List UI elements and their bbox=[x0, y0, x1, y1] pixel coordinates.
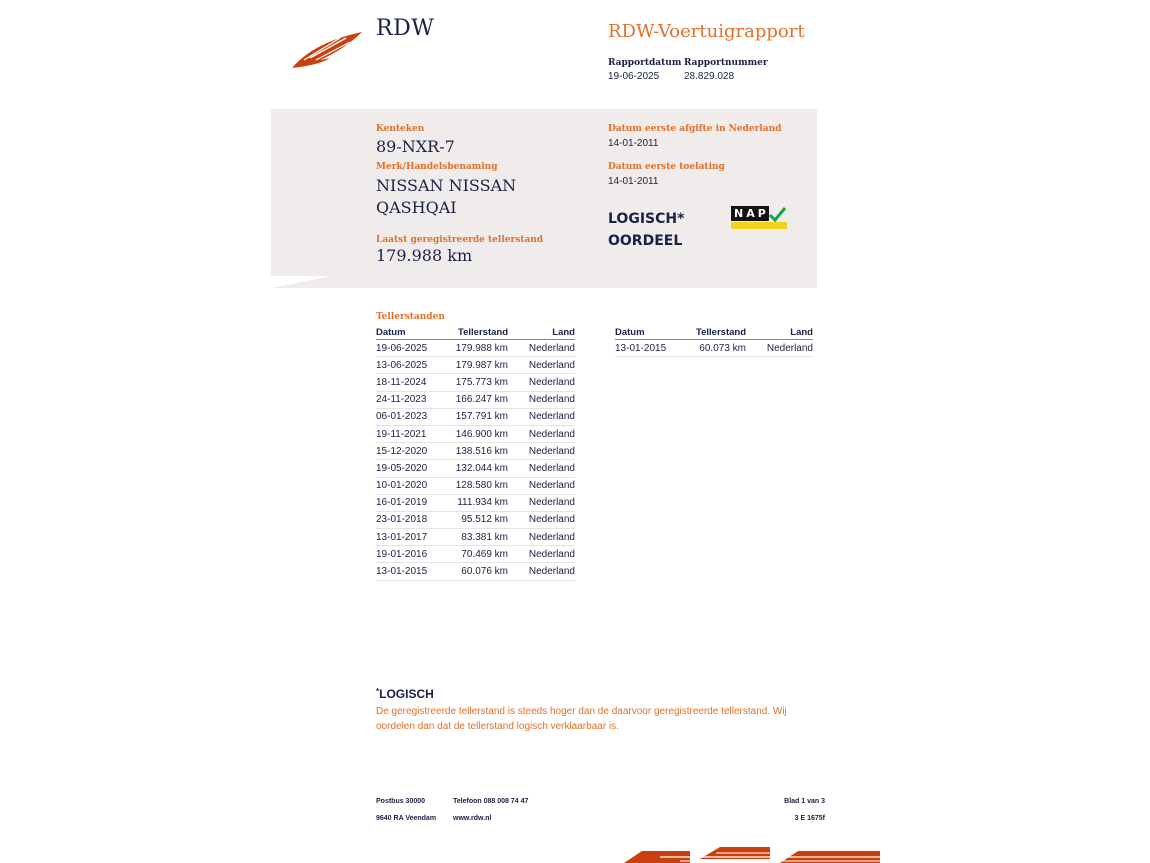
verdict-line-2: OORDEEL bbox=[608, 233, 683, 249]
first-admission-label: Datum eerste toelating bbox=[608, 162, 725, 172]
reading-date: 13-01-2015 bbox=[615, 340, 695, 357]
readings-table-right bbox=[615, 326, 813, 357]
plate-value: 89-NXR-7 bbox=[376, 137, 455, 156]
table-row bbox=[376, 391, 575, 408]
vehicle-panel bbox=[271, 109, 817, 288]
reading-odometer: 146.900 km bbox=[448, 425, 508, 442]
reading-odometer: 175.773 km bbox=[448, 374, 508, 391]
first-nl-label: Datum eerste afgifte in Nederland bbox=[608, 124, 782, 134]
reading-odometer: 83.381 km bbox=[448, 529, 508, 546]
reading-country: Nederland bbox=[508, 494, 575, 511]
reading-country: Nederland bbox=[508, 477, 575, 494]
note-title bbox=[376, 687, 434, 701]
reading-country: Nederland bbox=[508, 374, 575, 391]
reading-country: Nederland bbox=[508, 340, 575, 357]
table-header bbox=[615, 326, 813, 340]
footer-web: www.rdw.nl bbox=[453, 815, 492, 822]
col-country: Land bbox=[508, 326, 575, 340]
reading-date: 23-01-2018 bbox=[376, 511, 448, 528]
reading-odometer: 132.044 km bbox=[448, 460, 508, 477]
reading-odometer: 179.988 km bbox=[448, 340, 508, 357]
reading-date: 13-01-2017 bbox=[376, 529, 448, 546]
report-number-label: Rapportnummer bbox=[684, 58, 768, 68]
first-admission-value: 14-01-2011 bbox=[608, 176, 659, 187]
reading-date: 06-01-2023 bbox=[376, 408, 448, 425]
verdict-line-1: LOGISCH* bbox=[608, 211, 685, 227]
brand-name: RDW bbox=[376, 16, 435, 41]
reading-date: 19-05-2020 bbox=[376, 460, 448, 477]
table-row bbox=[376, 408, 575, 425]
table-row bbox=[376, 494, 575, 511]
reading-date: 19-06-2025 bbox=[376, 340, 448, 357]
table-row bbox=[376, 563, 575, 580]
table-row bbox=[376, 374, 575, 391]
rdw-logo-icon bbox=[290, 28, 365, 70]
make-label: Merk/Handelsbenaming bbox=[376, 162, 498, 172]
reading-date: 13-01-2015 bbox=[376, 563, 448, 580]
reading-country: Nederland bbox=[746, 340, 813, 357]
reading-date: 18-11-2024 bbox=[376, 374, 448, 391]
reading-country: Nederland bbox=[508, 357, 575, 374]
report-number: 28.829.028 bbox=[684, 71, 735, 82]
reading-date: 16-01-2019 bbox=[376, 494, 448, 511]
reading-country: Nederland bbox=[508, 511, 575, 528]
first-nl-value: 14-01-2011 bbox=[608, 138, 659, 149]
reading-odometer: 138.516 km bbox=[448, 443, 508, 460]
reading-country: Nederland bbox=[508, 460, 575, 477]
table-header bbox=[376, 326, 575, 340]
panel-notch bbox=[271, 276, 331, 288]
reading-odometer: 60.073 km bbox=[695, 340, 746, 357]
footer-po-box: Postbus 30000 bbox=[376, 798, 426, 805]
reading-country: Nederland bbox=[508, 391, 575, 408]
reading-date: 10-01-2020 bbox=[376, 477, 448, 494]
note-text: De geregistreerde tellerstand is steeds hoger dan de daarvoor geregistreerde tellerstand. Wij oordelen dan dat de tellerstand logisch verklaarbaar is. bbox=[376, 706, 787, 732]
table-row bbox=[376, 425, 575, 442]
col-date: Datum bbox=[615, 326, 695, 340]
col-odometer: Tellerstand bbox=[448, 326, 508, 340]
col-odometer: Tellerstand bbox=[696, 326, 746, 338]
reading-country: Nederland bbox=[508, 408, 575, 425]
report-date-label: Rapportdatum bbox=[608, 58, 682, 68]
table-row bbox=[376, 460, 575, 477]
footer-city: 9640 RA Veendam bbox=[376, 815, 437, 822]
readings-table-left bbox=[376, 326, 575, 581]
reading-date: 24-11-2023 bbox=[376, 391, 448, 408]
table-row bbox=[376, 511, 575, 528]
reading-date: 19-01-2016 bbox=[376, 546, 448, 563]
reading-date: 19-11-2021 bbox=[376, 425, 448, 442]
table-row bbox=[376, 529, 575, 546]
table-row bbox=[376, 546, 575, 563]
nap-logo-icon: NAP bbox=[731, 206, 787, 229]
footer-stripes-icon bbox=[620, 845, 880, 863]
col-country: Land bbox=[746, 326, 813, 340]
footer-page: Blad 1 van 3 bbox=[784, 798, 825, 805]
reading-date: 13-06-2025 bbox=[376, 357, 448, 374]
odometer-label: Laatst geregistreerde tellerstand bbox=[376, 235, 544, 245]
reading-odometer: 157.791 km bbox=[448, 408, 508, 425]
reading-country: Nederland bbox=[508, 563, 575, 580]
note-title-text: LOGISCH bbox=[379, 687, 434, 701]
check-icon bbox=[768, 206, 787, 224]
odometer-value: 179.988 km bbox=[376, 246, 473, 265]
reading-country: Nederland bbox=[508, 529, 575, 546]
table-row bbox=[376, 443, 575, 460]
reading-odometer: 95.512 km bbox=[448, 511, 508, 528]
table-row bbox=[615, 340, 813, 357]
report-date: 19-06-2025 bbox=[608, 71, 660, 82]
reading-odometer: 111.934 km bbox=[448, 494, 508, 511]
table-row bbox=[376, 477, 575, 494]
table-row bbox=[376, 340, 575, 357]
reading-country: Nederland bbox=[508, 425, 575, 442]
reading-odometer: 179.987 km bbox=[448, 357, 508, 374]
reading-odometer: 166.247 km bbox=[448, 391, 508, 408]
reading-country: Nederland bbox=[508, 546, 575, 563]
table-row bbox=[376, 357, 575, 374]
make-line-1: NISSAN NISSAN bbox=[376, 176, 517, 195]
reading-odometer: 70.469 km bbox=[448, 546, 508, 563]
readings-title: Tellerstanden bbox=[376, 312, 445, 322]
reading-date: 15-12-2020 bbox=[376, 443, 448, 460]
reading-odometer: 60.076 km bbox=[448, 563, 508, 580]
footer-phone: Telefoon 088 008 74 47 bbox=[453, 798, 529, 805]
reading-country: Nederland bbox=[508, 443, 575, 460]
footer-code: 3 E 1675f bbox=[794, 815, 825, 822]
plate-label: Kenteken bbox=[376, 124, 425, 134]
verdict bbox=[608, 208, 684, 252]
make-line-2: QASHQAI bbox=[376, 198, 457, 217]
note-star: * bbox=[376, 687, 380, 696]
report-title: RDW-Voertuigrapport bbox=[608, 21, 805, 42]
col-date: Datum bbox=[376, 326, 448, 340]
reading-odometer: 128.580 km bbox=[448, 477, 508, 494]
